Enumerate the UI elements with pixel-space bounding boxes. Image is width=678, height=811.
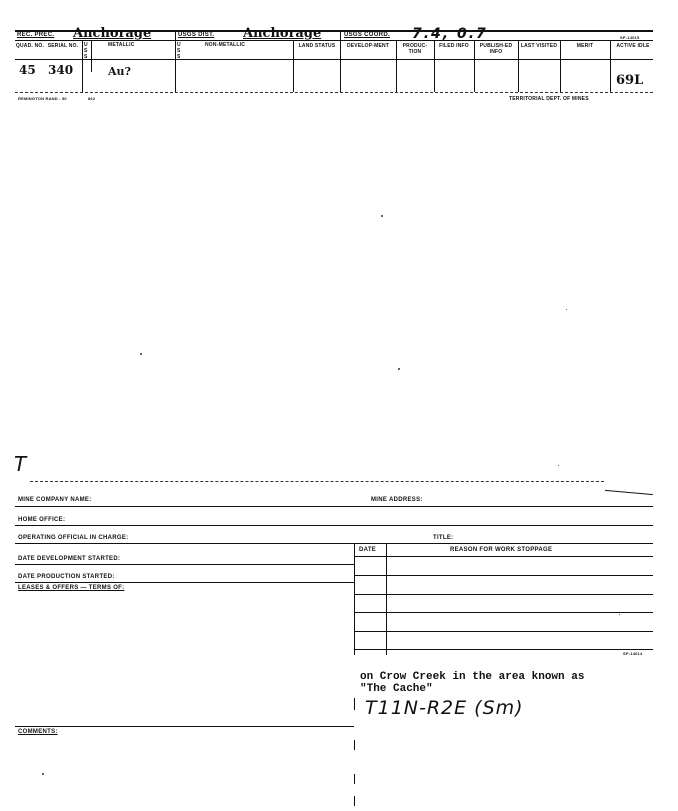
date-development-label: DATE DEVELOPMENT STARTED: xyxy=(18,556,121,562)
header-published-info: PUBLISH-ED INFO xyxy=(479,43,513,55)
card-edge-stroke xyxy=(605,490,653,495)
header-production: PRODUC-TION xyxy=(402,43,428,55)
title-label: TITLE: xyxy=(433,535,454,541)
stoppage-reason-header: REASON FOR WORK STOPPAGE xyxy=(450,547,553,553)
typed-note-line-1: on Crow Creek in the area known as xyxy=(360,671,585,683)
stoppage-table-left xyxy=(354,543,355,655)
form-rule xyxy=(15,564,354,565)
typed-note-line-2: "The Cache" xyxy=(360,683,433,695)
home-office-label: HOME OFFICE: xyxy=(18,517,66,523)
scan-speck xyxy=(381,215,383,217)
form-rule xyxy=(15,726,354,727)
col-divider xyxy=(610,40,611,92)
usgs-dist-value: Anchorage xyxy=(243,26,322,41)
header-non-metallic: NON-METALLIC xyxy=(205,42,246,48)
scan-speck xyxy=(140,353,142,355)
rec-prec-value: Anchorage xyxy=(73,26,152,41)
leases-offers-label: LEASES & OFFERS — TERMS OF: xyxy=(18,585,125,591)
margin-tick xyxy=(354,796,355,806)
col-divider xyxy=(82,40,83,92)
header-serial-no: SERIAL NO. xyxy=(47,43,79,49)
header-filed-info: FILED INFO xyxy=(439,43,469,49)
rec-prec-label: REC. PREC. xyxy=(17,32,55,38)
date-production-label: DATE PRODUCTION STARTED: xyxy=(18,574,115,580)
header-metallic: METALLIC xyxy=(108,42,135,48)
stoppage-row-rule xyxy=(354,649,653,650)
header-land-status: LAND STATUS xyxy=(298,43,336,49)
margin-tick xyxy=(354,774,355,784)
margin-tick xyxy=(354,740,355,750)
scan-speck xyxy=(566,309,567,310)
stoppage-row-rule xyxy=(354,631,653,632)
header-merit: MERIT xyxy=(576,43,594,49)
scan-speck xyxy=(558,465,559,466)
form-rule xyxy=(15,543,653,544)
form-code-top: SP-14015 xyxy=(620,35,640,40)
serial-no-value: 340 xyxy=(48,63,74,77)
scan-speck xyxy=(398,368,400,370)
card-edge-rule xyxy=(30,481,604,482)
stoppage-row-rule xyxy=(354,556,653,557)
active-idle-value: 69L xyxy=(616,73,644,88)
form-code-bottom: SP-14014 xyxy=(623,651,643,656)
form-rule xyxy=(15,582,354,583)
col-divider xyxy=(293,40,294,92)
header-active-idle: ACTIVE IDLE xyxy=(616,43,650,49)
stoppage-row-rule xyxy=(354,575,653,576)
handwritten-location-note: T11N-R2E (Sm) xyxy=(365,697,524,719)
header-development: DEVELOP-MENT xyxy=(346,43,390,49)
stoppage-row-rule xyxy=(354,612,653,613)
metallic-value: Au? xyxy=(108,65,131,78)
usgs-coord-label: USGS COORD. xyxy=(344,32,390,38)
usgs-coord-value: 7.4, 0.7 xyxy=(412,26,488,42)
header-uss-nonmetallic: U S S xyxy=(177,42,181,60)
row-rule xyxy=(15,40,653,41)
scan-speck xyxy=(619,614,620,615)
form-rule xyxy=(15,506,653,507)
header-quad-no: QUAD. NO. xyxy=(15,43,45,49)
printer-mark: REMINGTON RAND - 50 xyxy=(18,96,67,101)
top-card-bottom-rule xyxy=(15,92,653,93)
header-uss-metallic: U S S xyxy=(84,42,88,60)
department-name: TERRITORIAL DEPT. OF MINES xyxy=(509,96,589,102)
stoppage-table-divider xyxy=(386,543,387,655)
row-rule xyxy=(15,59,653,60)
header-last-visited: LAST VISITED xyxy=(520,43,558,49)
corner-mark: T xyxy=(14,452,27,476)
operating-official-label: OPERATING OFFICIAL IN CHARGE: xyxy=(18,535,129,541)
comments-label: COMMENTS: xyxy=(18,729,58,735)
mine-company-name-label: MINE COMPANY NAME: xyxy=(18,497,92,503)
printer-code: 862 xyxy=(88,96,96,101)
margin-tick xyxy=(354,698,355,710)
form-rule xyxy=(15,525,653,526)
stoppage-row-rule xyxy=(354,594,653,595)
col-divider xyxy=(91,40,92,72)
mine-address-label: MINE ADDRESS: xyxy=(371,497,423,503)
stoppage-date-header: DATE xyxy=(359,547,377,553)
quad-no-value: 45 xyxy=(19,63,36,77)
usgs-dist-label: USGS DIST. xyxy=(178,32,215,38)
scan-speck xyxy=(42,773,44,775)
